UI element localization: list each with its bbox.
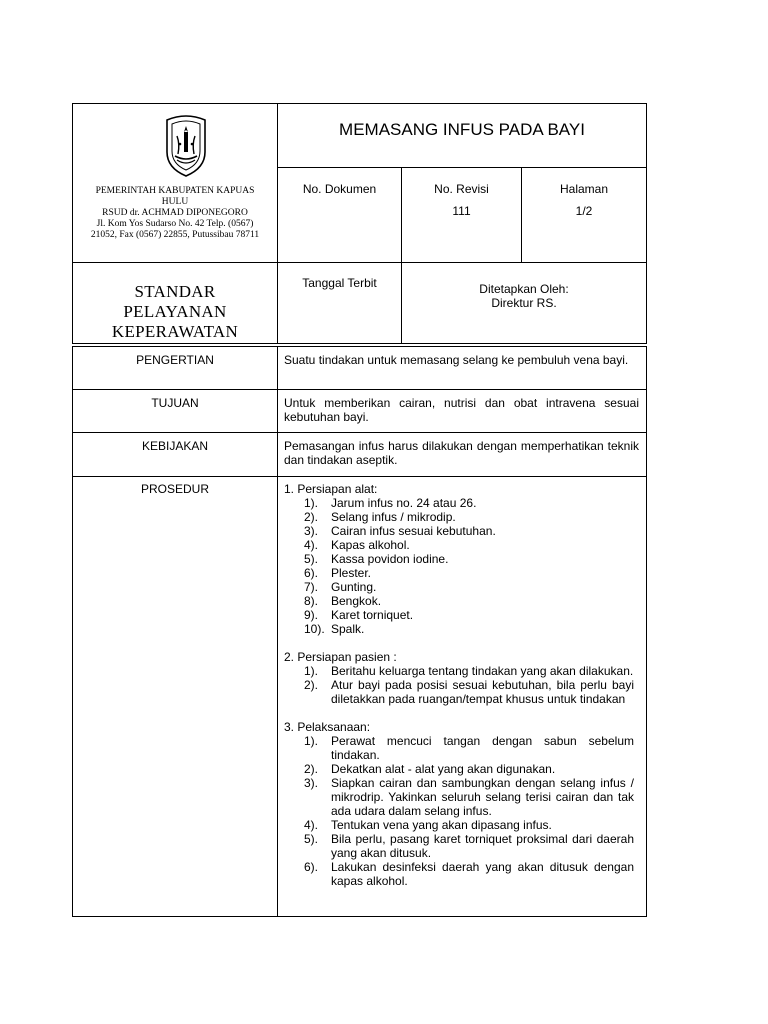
institution-line: 21052, Fax (0567) 22855, Putussibau 78711 — [90, 230, 260, 240]
standard-line: PELAYANAN — [123, 302, 227, 321]
step-persiapan-pasien — [284, 650, 640, 706]
document-title: MEMASANG INFUS PADA BAYI — [339, 120, 585, 139]
institution-line: PEMERINTAH KABUPATEN KAPUAS — [95, 186, 255, 196]
institution-block — [78, 186, 272, 241]
ditetapkan-block — [402, 282, 646, 310]
tanggal-terbit-label: Tanggal Terbit — [302, 276, 377, 290]
list-item: 2). Atur bayi pada posisi sesuai kebutuhan, bila perlu bayi diletakkan pada ruangan/tempat khusus untuk tindakan — [304, 678, 634, 706]
no-dokumen-label: No. Dokumen — [302, 182, 377, 196]
regency-logo — [163, 114, 209, 178]
list-item: 6). Plester. — [304, 566, 372, 580]
halaman-label: Halaman — [559, 182, 609, 196]
standard-title — [73, 282, 277, 342]
no-revisi-label: No. Revisi — [434, 182, 489, 196]
halaman-value: 1/2 — [575, 204, 593, 218]
list-item: 2). Dekatkan alat - alat yang akan digunakan. — [304, 762, 556, 776]
list-item: 3). Cairan infus sesuai kebutuhan. — [304, 524, 496, 538]
prosedur-label: PROSEDUR — [140, 482, 209, 496]
list-item: 3). Siapkan cairan dan sambungkan dengan selang infus / mikrodrip. Yakinkan seluruh selang terisi cairan dan tak ada udara dalam selang infus. — [304, 776, 634, 818]
institution-line: Jl. Kom Yos Sudarso No. 42 Telp. (0567) — [96, 219, 254, 229]
pengertian-label: PENGERTIAN — [136, 353, 214, 367]
step-title: 2. Persiapan pasien : — [284, 650, 397, 664]
list-item: 4). Tentukan vena yang akan dipasang infus. — [304, 818, 552, 832]
list-item: 2). Selang infus / mikrodip. — [304, 510, 456, 524]
list-item: 5). Bila perlu, pasang karet torniquet proksimal dari daerah yang akan ditusuk. — [304, 832, 634, 860]
ditetapkan-value: Direktur RS. — [491, 296, 557, 310]
tujuan-label: TUJUAN — [151, 396, 199, 410]
list-item: 4). Kapas alkohol. — [304, 538, 410, 552]
ditetapkan-label: Ditetapkan Oleh: — [479, 282, 569, 296]
no-revisi-value: 111 — [452, 204, 471, 218]
pengertian-text: Suatu tindakan untuk memasang selang ke pembuluh vena bayi. — [284, 353, 629, 367]
tujuan-text: Untuk memberikan cairan, nutrisi dan obat intravena sesuai kebutuhan bayi. — [284, 396, 639, 424]
step-persiapan-alat — [284, 482, 640, 636]
list-item: 8). Bengkok. — [304, 594, 382, 608]
list-item: 9). Karet torniquet. — [304, 608, 414, 622]
list-item: 6). Lakukan desinfeksi daerah yang akan ditusuk dengan kapas alkohol. — [304, 860, 634, 888]
list-item: 1). Beritahu keluarga tentang tindakan yang akan dilakukan. — [304, 664, 634, 678]
kebijakan-text: Pemasangan infus harus dilakukan dengan memperhatikan teknik dan tindakan aseptik. — [284, 439, 639, 467]
prosedur-steps — [284, 482, 640, 888]
list-item: 1). Perawat mencuci tangan dengan sabun sebelum tindakan. — [304, 734, 634, 762]
standard-line: STANDAR — [134, 282, 216, 301]
step-title: 1. Persiapan alat: — [284, 482, 378, 496]
list-item: 7). Gunting. — [304, 580, 377, 594]
list-item: 10). Spalk. — [304, 622, 365, 636]
kebijakan-label: KEBIJAKAN — [141, 439, 209, 453]
list-item: 1). Jarum infus no. 24 atau 26. — [304, 496, 477, 510]
institution-line: HULU — [161, 197, 189, 207]
standard-line: KEPERAWATAN — [111, 322, 239, 341]
step-pelaksanaan — [284, 720, 640, 888]
step-title: 3. Pelaksanaan: — [284, 720, 371, 734]
list-item: 5). Kassa povidon iodine. — [304, 552, 449, 566]
institution-line: RSUD dr. ACHMAD DIPONEGORO — [102, 208, 248, 218]
